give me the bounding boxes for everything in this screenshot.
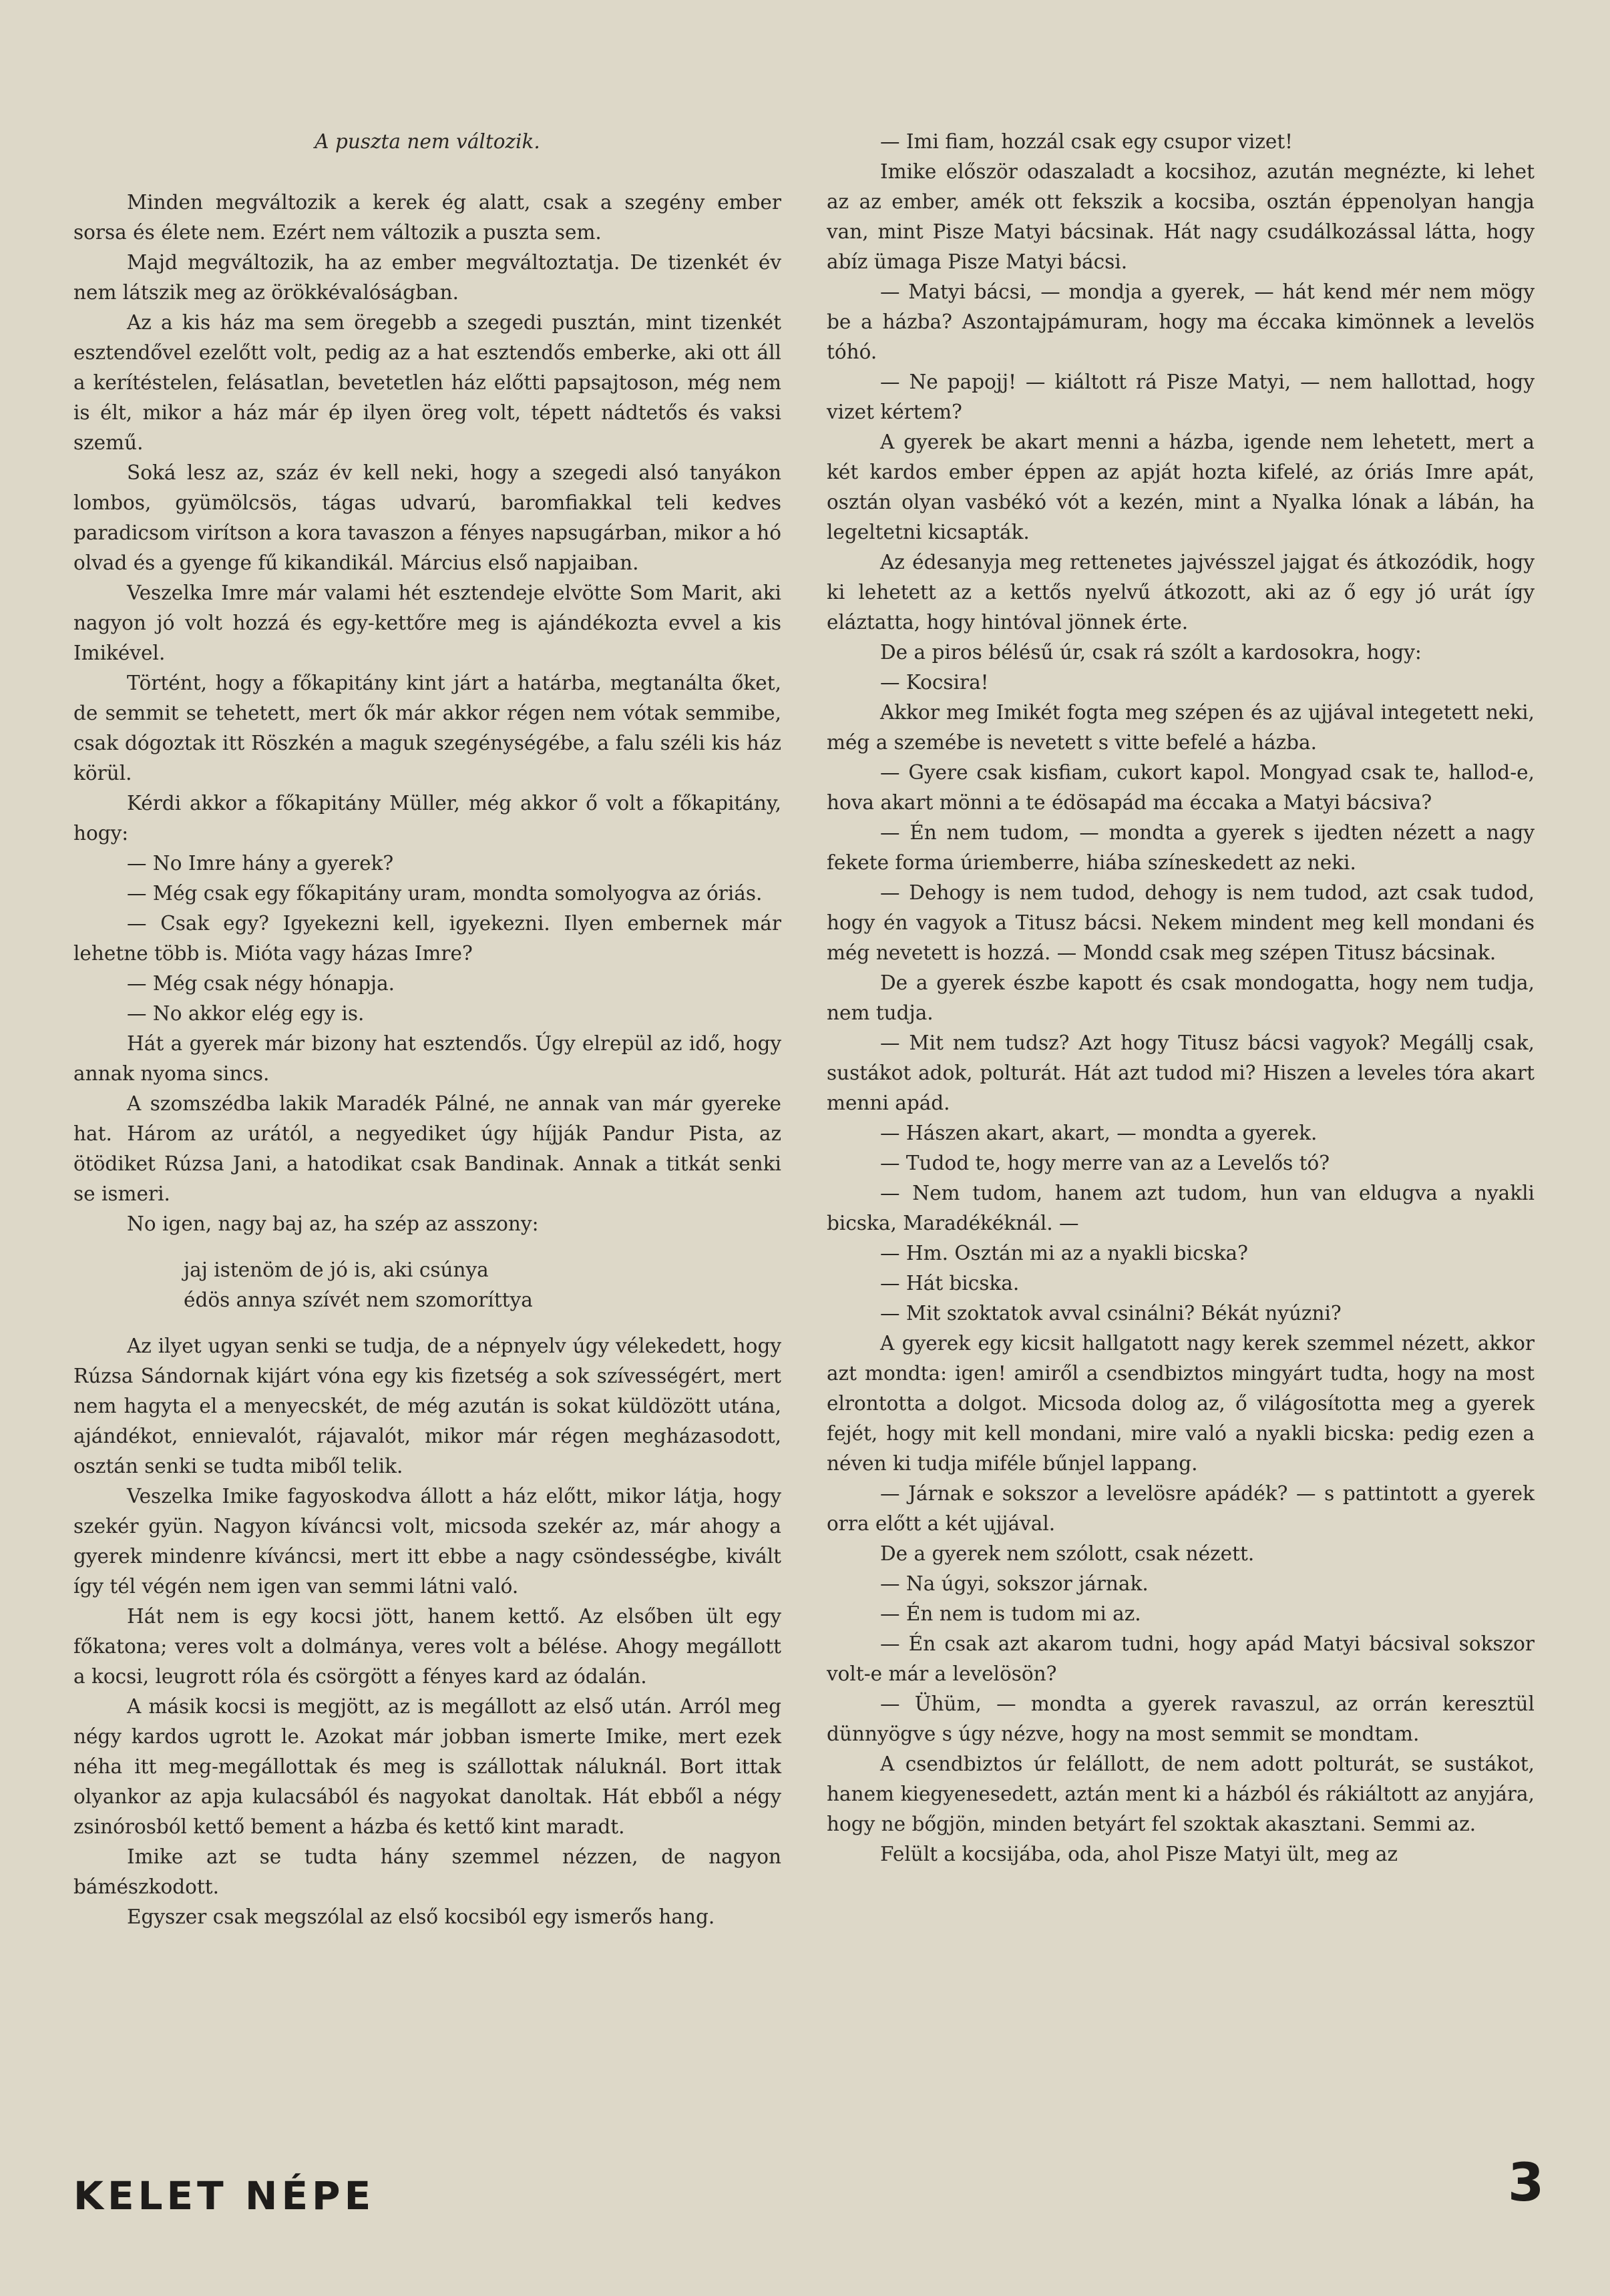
dialogue-line: — Tudod te, hogy merre van az a Levelős tó? — [880, 1152, 1330, 1174]
dialogue-line: — Ühüm, — mondta a gyerek ravaszul, az orrán keresztül dünnyögve s úgy nézve, hogy na most semmit se mondtam. — [827, 1692, 1535, 1745]
dialogue-line: — Járnak e sokszor a levelösre apádék? — s pattintott a gyerek orra előtt a két ujjával. — [827, 1482, 1535, 1535]
left-column — [73, 127, 781, 1932]
paragraph: Az a kis ház ma sem öregebb a szegedi pusztán, mint tizenkét esztendővel ezelőtt volt, pedig az a hat esztendős emberke, aki ott áll a kerítéstelen, felásatlan, bevetetlen ház előtti papsajtoson, még nem is élt, mikor a ház már ép ilyen öreg volt, tépett nádtetős és vaksi szemű. — [73, 311, 781, 454]
dialogue-line: — No akkor elég egy is. — [127, 1002, 365, 1025]
paragraph: Veszelka Imike fagyoskodva állott a ház előtt, mikor látja, hogy szekér gyün. Nagyon kíváncsi volt, micsoda szekér az, már ahogy a gyerek mindenre kíváncsi, mert itt ebbe a nagy csöndességbe, kivált így tél végén nem igen van semmi látni való. — [73, 1485, 781, 1598]
dialogue-line: — No Imre hány a gyerek? — [127, 852, 394, 875]
dialogue-line: — Én nem tudom, — mondta a gyerek s ijedten nézett a nagy fekete forma úriemberre, hiába színeskedett az neki. — [827, 821, 1535, 874]
dialogue-line: — Hászen akart, akart, — mondta a gyerek. — [880, 1122, 1318, 1144]
dialogue-line: — Még csak négy hónapja. — [127, 972, 395, 995]
dialogue-line: — Csak egy? Igyekezni kell, igyekezni. Ilyen embernek már lehetne több is. Mióta vagy házas Imre? — [73, 912, 781, 965]
dialogue-line: — Imi fiam, hozzál csak egy csupor vizet! — [880, 130, 1293, 153]
paragraph: Majd megváltozik, ha az ember megváltoztatja. De tizenkét év nem látszik meg az örökkévalóságban. — [73, 251, 781, 304]
dialogue-line: — Mit szoktatok avval csinálni? Békát nyúzni? — [880, 1302, 1342, 1325]
paragraph: Kérdi akkor a főkapitány Müller, még akkor ő volt a főkapitány, hogy: — [73, 792, 781, 845]
paragraph: Minden megváltozik a kerek ég alatt, csak a szegény ember sorsa és élete nem. Ezért nem változik a puszta sem. — [73, 191, 781, 244]
paragraph: A csendbiztos úr felállott, de nem adott polturát, se sustákot, hanem kiegyenesedett, aztán ment ki a házból és rákiáltott az anyjára, hogy ne bőgjön, minden betyárt fel szoktak akasztani. Semmi az. — [827, 1753, 1535, 1835]
paragraph: Veszelka Imre már valami hét esztendeje elvötte Som Marit, aki nagyon jó volt hozzá és egy-kettőre meg is ajándékozta evvel a kis Imikével. — [73, 582, 781, 664]
paragraph: Hát nem is egy kocsi jött, hanem kettő. Az elsőben ült egy főkatona; veres volt a dolmánya, veres volt a bélése. Ahogy megállott a kocsi, leugrott róla és csörgött a fényes kard az ódalán. — [73, 1605, 781, 1688]
publication-name: KELET NÉPE — [73, 2173, 375, 2219]
paragraph: Az édesanyja meg rettenetes jajvésszel jajgat és átkozódik, hogy ki lehetett az a kettős nyelvű átkozott, aki az ő egy jó urát így eláztatta, hogy hintóval jönnek érte. — [827, 551, 1535, 634]
paragraph: A másik kocsi is megjött, az is megállott az első után. Arról meg négy kardos ugrott le. Azokat már jobban ismerte Imike, mert ezek néha itt meg-megállottak és meg is szállottak náluknál. Bort ittak olyankor az apja kulacsából és nagyokat danoltak. Hát ebből a négy zsinórosból kettő bement a házba és kettő kint maradt. — [73, 1695, 781, 1838]
paragraph: Imike először odaszaladt a kocsihoz, azután megnézte, ki lehet az az ember, amék ott fekszik a kocsiba, osztán éppenolyan hangja van, mint Pisze Matyi bácsinak. Hát nagy csudálkozással látta, hogy abíz ümaga Pisze Matyi bácsi. — [827, 160, 1535, 273]
dialogue-line: — Hát bicska. — [880, 1272, 1020, 1295]
dialogue-line: — Hm. Osztán mi az a nyakli bicska? — [880, 1242, 1248, 1265]
verse-line: jaj istenöm de jó is, aki csúnya — [184, 1258, 489, 1281]
paragraph: Történt, hogy a főkapitány kint járt a határba, megtanálta őket, de semmit se tehetett, mert ők már akkor régen nem vótak semmibe, csak dógoztak itt Röszkén a maguk szegénységébe, a falu széli kis ház körül. — [73, 672, 781, 784]
dialogue-line: — Én csak azt akarom tudni, hogy apád Matyi bácsival sokszor volt-e már a levelösön? — [827, 1632, 1535, 1685]
page-number: 3 — [1508, 2153, 1545, 2213]
paragraph: De a gyerek nem szólott, csak nézett. — [880, 1542, 1255, 1565]
dialogue-line: — Na úgyi, sokszor járnak. — [880, 1572, 1149, 1595]
paragraph: A szomszédba lakik Maradék Pálné, ne annak van már gyereke hat. Három az urától, a negyediket úgy híjják Pandur Pista, az ötödiket Rúzsa Jani, a hatodikat csak Bandinak. Annak a titkát senki se ismeri. — [73, 1092, 781, 1205]
dialogue-line: — Még csak egy főkapitány uram, mondta somolyogva az óriás. — [127, 882, 763, 905]
dialogue-line: — Ne papojj! — kiáltott rá Pisze Matyi, — nem hallottad, hogy vizet kértem? — [827, 371, 1535, 423]
verse-line: édös annya szívét nem szomoríttya — [184, 1289, 533, 1311]
paragraph: Az ilyet ugyan senki se tudja, de a népnyelv úgy vélekedett, hogy Rúzsa Sándornak kijárt vóna egy kis fizetség a sok szívességért, mert nem hagyta el a menyecskét, de még azután is sokat küldözött utána, ajándékot, ennievalót, rájavalót, mikor már régen megházasodott, osztán senki se tudta miből telik. — [73, 1335, 781, 1477]
dialogue-line: — Gyere csak kisfiam, cukort kapol. Mongyad csak te, hallod-e, hova akart mönni a te édösapád ma éccaka a Matyi bácsiva? — [827, 761, 1535, 814]
paragraph: Imike azt se tudta hány szemmel nézzen, de nagyon bámészkodott. — [73, 1845, 781, 1898]
paragraph: Soká lesz az, száz év kell neki, hogy a szegedi alsó tanyákon lombos, gyümölcsös, tágas udvarú, baromfiakkal teli kedves paradicsom virítson a kora tavaszon a fényes napsugárban, mikor a hó olvad és a gyenge fű kikandikál. Március első napjaiban. — [73, 461, 781, 574]
paragraph: De a gyerek észbe kapott és csak mondogatta, hogy nem tudja, nem tudja. — [827, 971, 1535, 1024]
right-column — [827, 127, 1535, 1869]
dialogue-line: — Nem tudom, hanem azt tudom, hun van eldugva a nyakli bicska, Maradékéknál. — — [827, 1182, 1535, 1234]
paragraph: Egyszer csak megszólal az első kocsiból egy ismerős hang. — [127, 1905, 715, 1928]
paragraph: Hát a gyerek már bizony hat esztendős. Úgy elrepül az idő, hogy annak nyoma sincs. — [73, 1032, 781, 1085]
article-title: A puszta nem változik. — [315, 130, 540, 153]
paragraph: Akkor meg Imikét fogta meg szépen és az ujjával integetett neki, még a szemébe is nevetett s vitte befelé a házba. — [827, 701, 1535, 754]
paragraph: A gyerek egy kicsit hallgatott nagy kerek szemmel nézett, akkor azt mondta: igen! amiről a csendbiztos mingyárt tudta, hogy na most elrontotta a dolgot. Micsoda dolog az, ő világosította meg a gyerek fejét, hogy mit kell mondani, mire való a nyakli bicska: pedig ezen a néven ki tudja miféle bűnjel lappang. — [827, 1332, 1535, 1475]
dialogue-line: — Dehogy is nem tudod, dehogy is nem tudod, azt csak tudod, hogy én vagyok a Titusz bácsi. Nekem mindent meg kell mondani és még nevetett is hozzá. — Mondd csak meg szépen Titusz bácsinak. — [827, 881, 1535, 964]
dialogue-line: — Kocsira! — [880, 671, 989, 694]
dialogue-line: — Matyi bácsi, — mondja a gyerek, — hát kend mér nem mögy be a házba? Aszontajpámuram, hogy ma éccaka kimönnek a levelös tóhó. — [827, 280, 1535, 363]
paragraph: No igen, nagy baj az, ha szép az asszony: — [127, 1212, 539, 1235]
paragraph: Felült a kocsijába, oda, ahol Pisze Matyi ült, meg az — [880, 1843, 1398, 1865]
paragraph: A gyerek be akart menni a házba, igende nem lehetett, mert a két kardos ember éppen az apját hozta kifelé, az óriás Imre apát, osztán olyan vasbékó vót a kezén, mint a Nyalka lónak a lábán, ha legeltetni kicsapták. — [827, 431, 1535, 543]
dialogue-line: — Én nem is tudom mi az. — [880, 1602, 1141, 1625]
paragraph: De a piros bélésű úr, csak rá szólt a kardosokra, hogy: — [880, 641, 1422, 664]
dialogue-line: — Mit nem tudsz? Azt hogy Titusz bácsi vagyok? Megállj csak, sustákot adok, polturát. Hát azt tudod mi? Hiszen a leveles tóra akart menni apád. — [827, 1031, 1535, 1114]
